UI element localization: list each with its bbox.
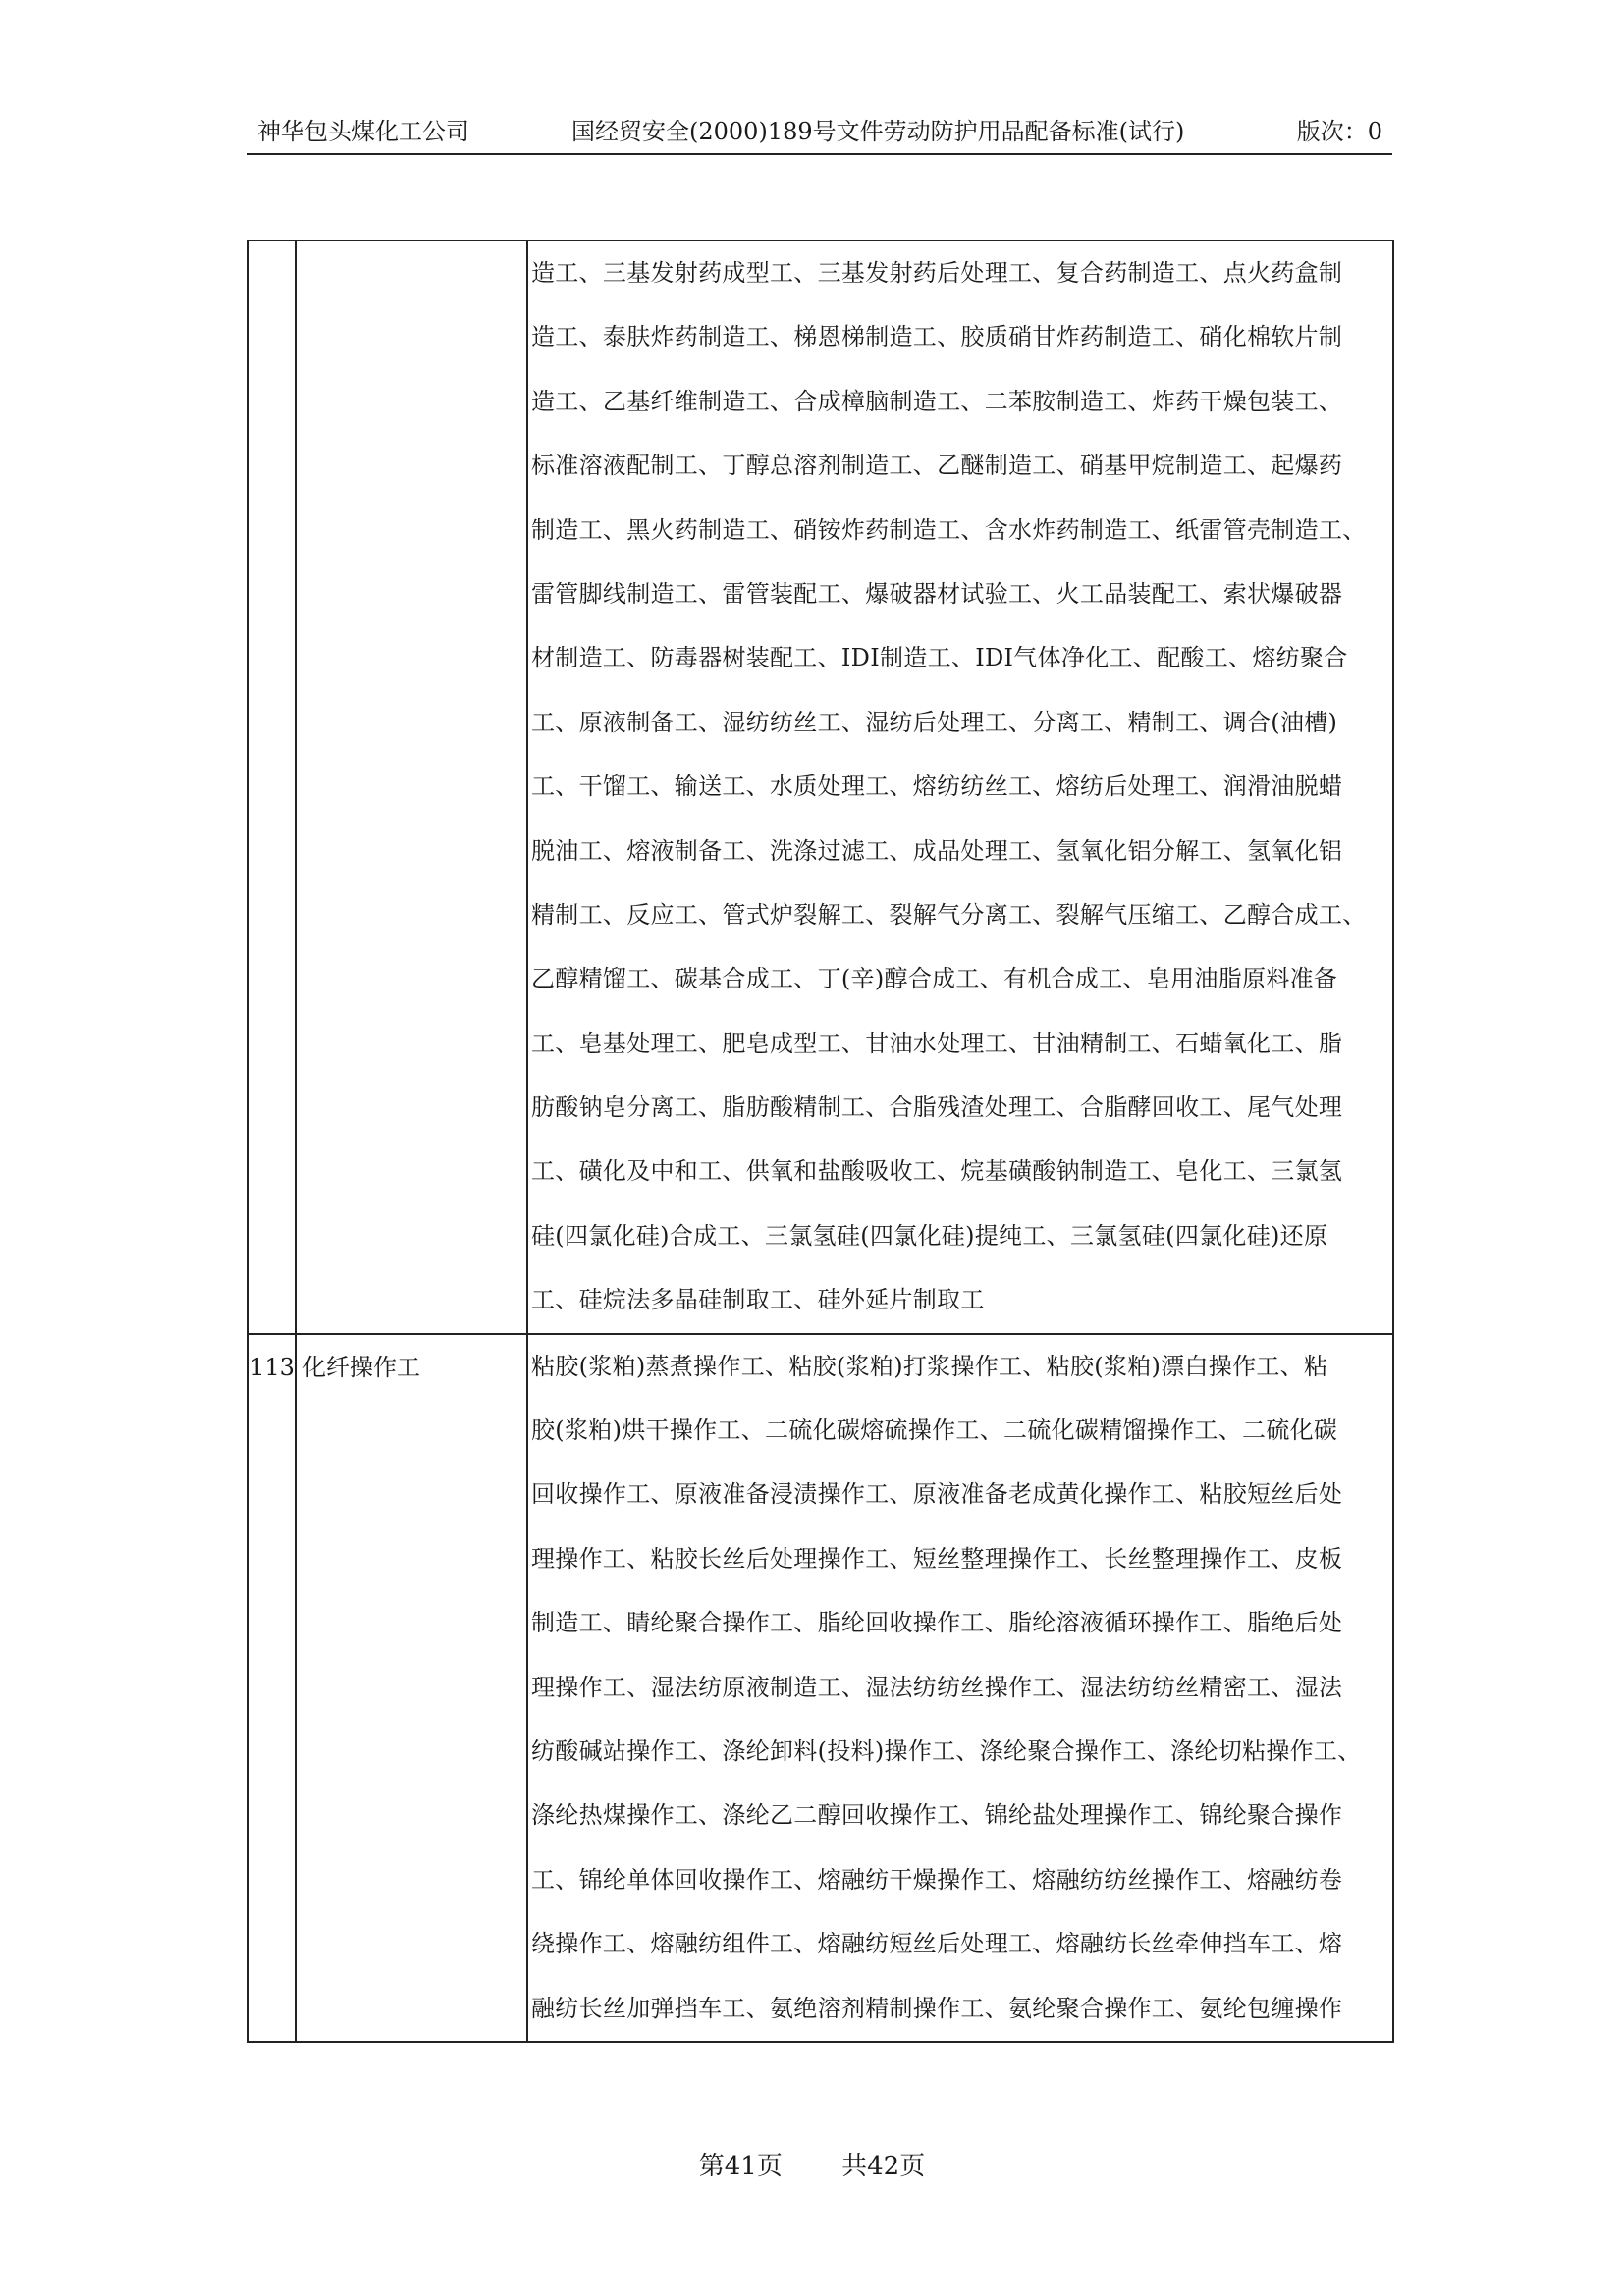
job-list-line: 造工、乙基纤维制造工、合成樟脑制造工、二苯胺制造工、炸药干燥包装工、 (531, 387, 1343, 415)
job-list-line: 标准溶液配制工、丁醇总溶剂制造工、乙醚制造工、硝基甲烷制造工、起爆药 (531, 452, 1343, 480)
job-list-line: 造工、泰肤炸药制造工、梯恩梯制造工、胶质硝甘炸药制造工、硝化棉软片制 (531, 323, 1343, 351)
header-version: 版次：0 (1296, 118, 1382, 145)
job-list-line: 工、原液制备工、湿纺纺丝工、湿纺后处理工、分离工、精制工、调合(油槽) (531, 708, 1338, 736)
page-number: 第41页 (698, 2152, 783, 2181)
row-job-list (527, 240, 1393, 1334)
row-number (248, 240, 296, 1334)
job-list-line: 材制造工、防毒器树装配工、IDI制造工、IDI气体净化工、配酸工、熔纺聚合 (531, 644, 1348, 672)
job-list-line: 雷管脚线制造工、雷管装配工、爆破器材试验工、火工品装配工、索状爆破器 (531, 579, 1343, 608)
job-list-line: 融纺长丝加弹挡车工、氨绝溶剂精制操作工、氨纶聚合操作工、氨纶包缠操作 (531, 1994, 1343, 2022)
job-list-line: 理操作工、湿法纺原液制造工、湿法纺纺丝操作工、湿法纺纺丝精密工、湿法 (531, 1673, 1343, 1701)
page-header (247, 110, 1392, 155)
job-list-line: 制造工、睛纶聚合操作工、脂纶回收操作工、脂纶溶液循环操作工、脂绝后处 (531, 1609, 1343, 1637)
job-list-line: 制造工、黑火药制造工、硝铵炸药制造工、含水炸药制造工、纸雷管壳制造工、 (531, 515, 1367, 544)
job-list-line: 纺酸碱站操作工、涤纶卸料(投料)操作工、涤纶聚合操作工、涤纶切粘操作工、 (531, 1736, 1362, 1765)
job-list-line: 工、干馏工、输送工、水质处理工、熔纺纺丝工、熔纺后处理工、润滑油脱蜡 (531, 773, 1343, 801)
job-list-line: 工、锦纶单体回收操作工、熔融纺干燥操作工、熔融纺纺丝操作工、熔融纺卷 (531, 1865, 1343, 1894)
job-list-line: 造工、三基发射药成型工、三基发射药后处理工、复合药制造工、点火药盒制 (531, 259, 1343, 287)
page-total: 共42页 (841, 2152, 926, 2181)
row-category-name (296, 240, 527, 1334)
table-row (248, 1334, 1393, 2042)
job-list-line: 乙醇精馏工、碳基合成工、丁(辛)醇合成工、有机合成工、皂用油脂原料准备 (531, 965, 1338, 993)
job-list-line: 胶(浆粕)烘干操作工、二硫化碳熔硫操作工、二硫化碳精馏操作工、二硫化碳 (531, 1416, 1338, 1445)
job-list-line: 涤纶热煤操作工、涤纶乙二醇回收操作工、锦纶盐处理操作工、锦纶聚合操作 (531, 1801, 1343, 1830)
job-list-line: 绕操作工、熔融纺组件工、熔融纺短丝后处理工、熔融纺长丝牵伸挡车工、熔 (531, 1930, 1343, 1958)
job-list-line: 硅(四氯化硅)合成工、三氯氢硅(四氯化硅)提纯工、三氯氢硅(四氯化硅)还原 (531, 1221, 1328, 1250)
job-list-line: 粘胶(浆粕)蒸煮操作工、粘胶(浆粕)打浆操作工、粘胶(浆粕)漂白操作工、粘 (531, 1352, 1328, 1380)
job-list-line: 肪酸钠皂分离工、脂肪酸精制工、合脂残渣处理工、合脂酵回收工、尾气处理 (531, 1094, 1343, 1122)
job-list-line: 精制工、反应工、管式炉裂解工、裂解气分离工、裂解气压缩工、乙醇合成工、 (531, 900, 1367, 929)
job-list-line: 工、硅烷法多晶硅制取工、硅外延片制取工 (531, 1286, 985, 1314)
row-number: 113 (248, 1334, 296, 2042)
header-company: 神华包头煤化工公司 (257, 118, 469, 145)
table-row (248, 240, 1393, 1334)
header-title: 国经贸安全(2000)189号文件劳动防护用品配备标准(试行) (571, 118, 1185, 145)
job-table (247, 240, 1394, 2043)
job-list-line: 脱油工、熔液制备工、洗涤过滤工、成品处理工、氢氧化铝分解工、氢氧化铝 (531, 836, 1343, 865)
row-category-name: 化纤操作工 (296, 1334, 527, 2042)
job-list-line: 工、磺化及中和工、供氧和盐酸吸收工、烷基磺酸钠制造工、皂化工、三氯氢 (531, 1157, 1343, 1186)
row-job-list (527, 1334, 1393, 2042)
job-list-line: 工、皂基处理工、肥皂成型工、甘油水处理工、甘油精制工、石蜡氧化工、脂 (531, 1029, 1343, 1057)
page-footer (0, 2150, 1624, 2183)
job-list-line: 理操作工、粘胶长丝后处理操作工、短丝整理操作工、长丝整理操作工、皮板 (531, 1544, 1343, 1573)
job-list-line: 回收操作工、原液准备浸渍操作工、原液准备老成黄化操作工、粘胶短丝后处 (531, 1480, 1343, 1509)
